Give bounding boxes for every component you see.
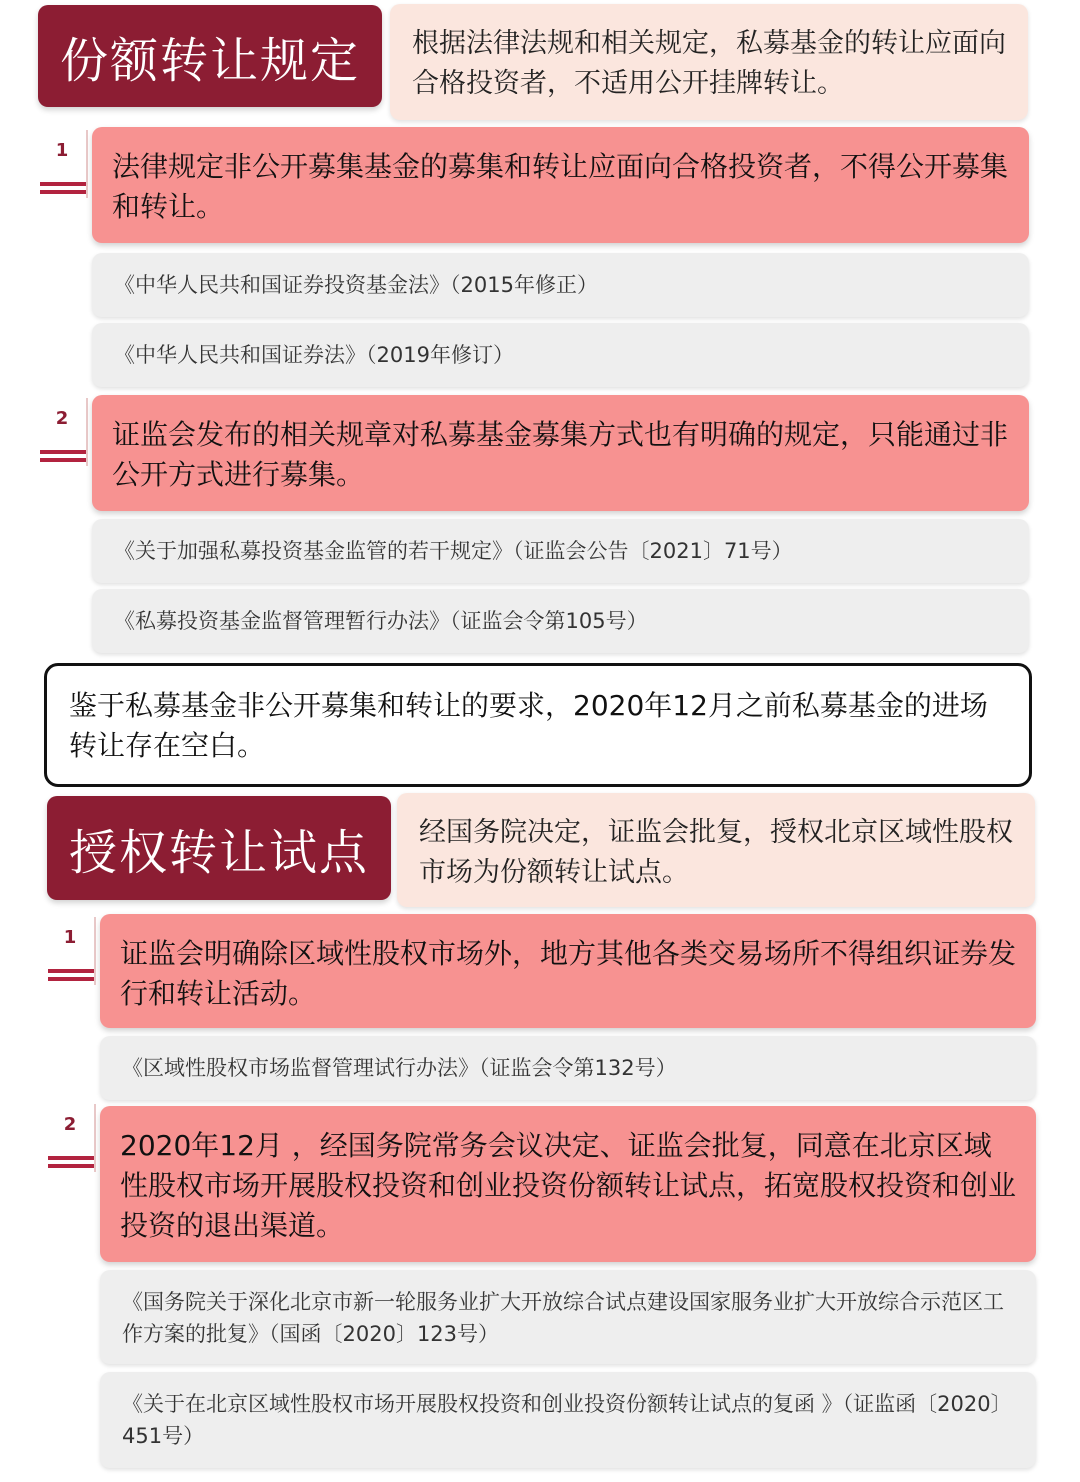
point-card: 2020年12月 ，经国务院常务会议决定、证监会批复，同意在北京区域性股权市场开展股权投资和创业投资份额转让试点，拓宽股权投资和创业投资的退出渠道。	[100, 1106, 1036, 1262]
section-desc-transfer-rules: 根据法律法规和相关规定，私募基金的转让应面向合格投资者，不适用公开挂牌转让。	[390, 4, 1028, 120]
note-box: 鉴于私募基金非公开募集和转让的要求，2020年12月之前私募基金的进场转让存在空白。	[44, 663, 1032, 787]
section-desc-pilot: 经国务院决定，证监会批复，授权北京区域性股权市场为份额转让试点。	[397, 793, 1035, 907]
point-number: 2	[55, 408, 69, 429]
point-card: 证监会明确除区域性股权市场外，地方其他各类交易场所不得组织证券发行和转让活动。	[100, 914, 1036, 1028]
marker-bar	[48, 1164, 96, 1168]
point-number: 1	[55, 140, 69, 161]
marker-divider	[86, 398, 88, 466]
reference-item: 《关于加强私募投资基金监管的若干规定》（证监会公告〔2021〕71号）	[92, 519, 1029, 583]
point-number-marker	[48, 917, 96, 985]
marker-divider	[86, 130, 88, 198]
marker-bar	[48, 1156, 96, 1160]
marker-bar	[40, 450, 88, 454]
point-number: 1	[63, 927, 77, 948]
point-card: 证监会发布的相关规章对私募基金募集方式也有明确的规定，只能通过非公开方式进行募集。	[92, 395, 1029, 511]
reference-item: 《中华人民共和国证券法》（2019年修订）	[92, 323, 1029, 387]
reference-item: 《国务院关于深化北京市新一轮服务业扩大开放综合试点建设国家服务业扩大开放综合示范区工作方案的批复》（国函〔2020〕123号）	[100, 1270, 1036, 1364]
marker-bar	[48, 977, 96, 981]
point-number: 2	[63, 1114, 77, 1135]
marker-bar	[48, 969, 96, 973]
reference-item: 《区域性股权市场监督管理试行办法》（证监会令第132号）	[100, 1036, 1036, 1100]
section-title-pilot: 授权转让试点	[47, 796, 391, 900]
point-card: 法律规定非公开募集基金的募集和转让应面向合格投资者，不得公开募集和转让。	[92, 127, 1029, 243]
marker-bar	[40, 182, 88, 186]
point-number-marker	[40, 130, 88, 198]
marker-bar	[40, 190, 88, 194]
marker-divider	[94, 917, 96, 985]
reference-item: 《中华人民共和国证券投资基金法》（2015年修正）	[92, 253, 1029, 317]
reference-item: 《关于在北京区域性股权市场开展股权投资和创业投资份额转让试点的复函 》（证监函〔2020〕451号）	[100, 1372, 1036, 1468]
section-title-transfer-rules: 份额转让规定	[38, 5, 382, 107]
reference-item: 《私募投资基金监督管理暂行办法》（证监会令第105号）	[92, 589, 1029, 653]
point-number-marker	[48, 1104, 96, 1172]
point-number-marker	[40, 398, 88, 466]
marker-bar	[40, 458, 88, 462]
marker-divider	[94, 1104, 96, 1172]
